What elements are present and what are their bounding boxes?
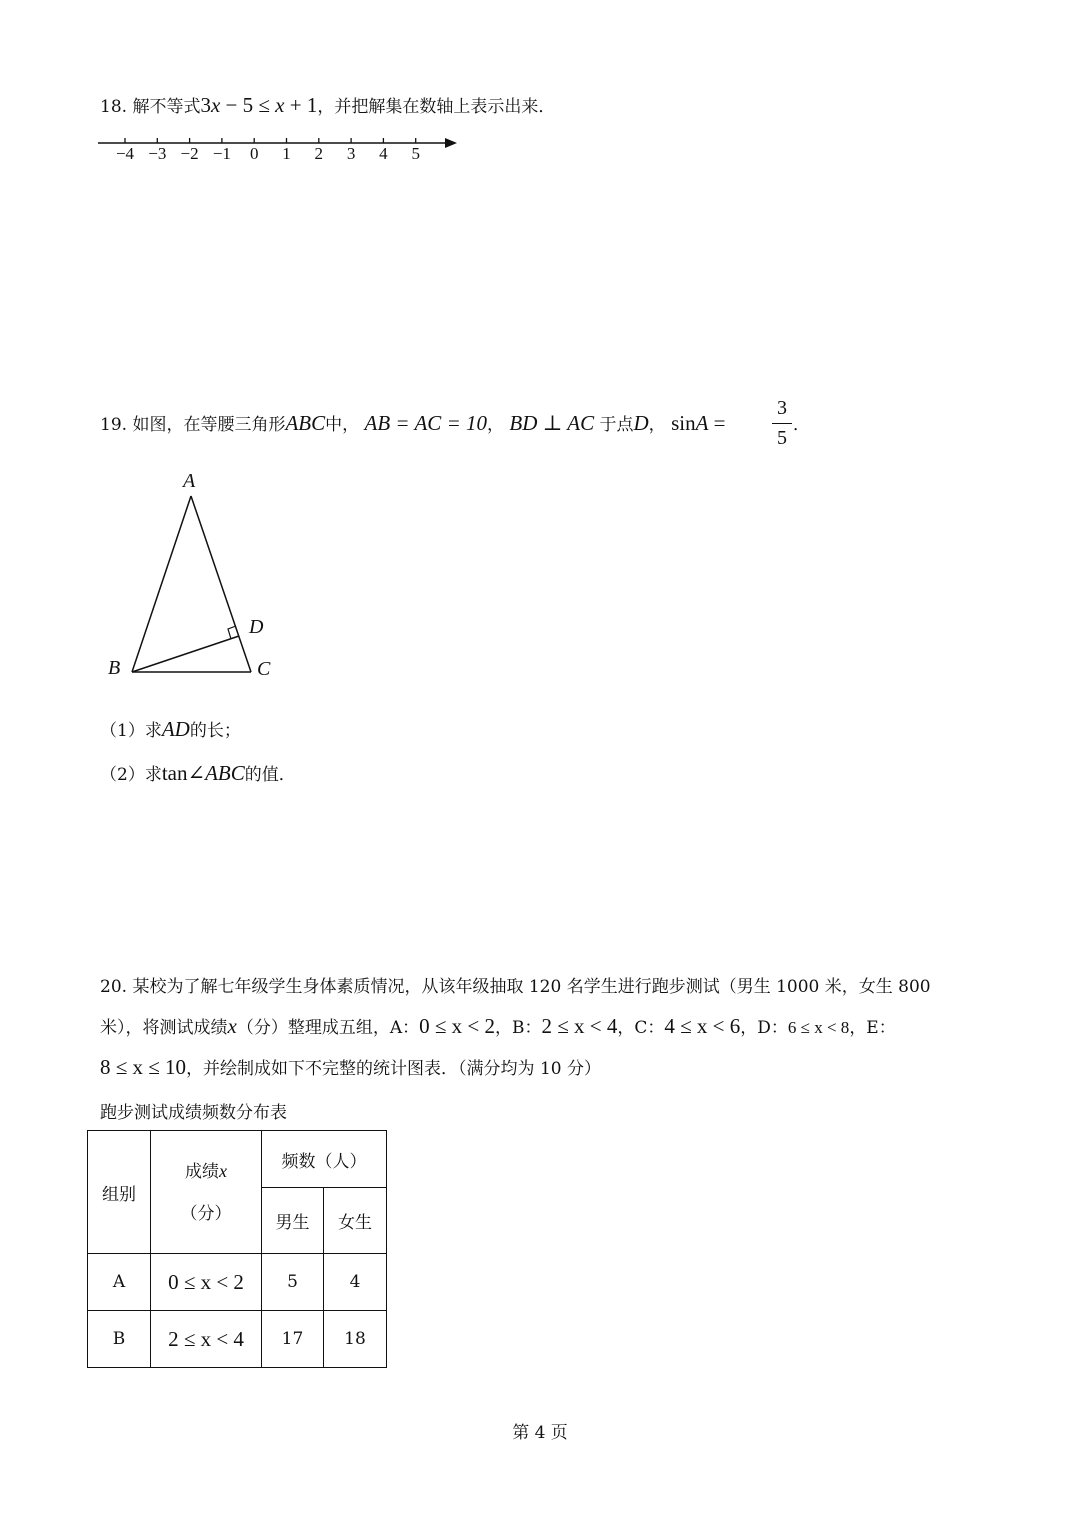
sin-numerator: 3 [777,397,787,419]
label-b: B [108,657,121,679]
table-row [88,1311,387,1368]
q19-sep2: ， [648,415,666,435]
page-number: 第 4 页 [512,1423,568,1443]
label-d: D [249,616,264,638]
number-line-tick-label: 5 [411,144,420,163]
cell-range: 2 ≤ x < 4 [151,1311,262,1368]
label-c: C [257,658,271,680]
q19-sub1: （1）求AD的长； [100,717,241,741]
cell-female: 4 [324,1254,387,1311]
table-row [88,1254,387,1311]
cell-group: B [88,1311,151,1368]
q19-point-d: D [633,411,649,435]
side-ac [191,496,251,672]
triangle-figure [100,470,300,690]
q19-mid2: 于点 [599,415,634,435]
sin-denominator: 5 [777,427,787,449]
q19-mid1: 中， [325,415,360,435]
q20-line3: 8 ≤ x ≤ 10，并绘制成如下不完整的统计图表．（满分均为 10 分） [100,1055,602,1079]
number-line-tick-label: 2 [314,144,324,163]
q18-inequality: 3x − 5 ≤ x + 1 [200,93,318,117]
header-group: 组别 [88,1131,151,1254]
q19-intro: 如图，在等腰三角形 [132,415,286,435]
q19-end: ． [793,415,810,435]
q18-intro: 解不等式 [132,97,201,117]
header-male: 男生 [262,1188,324,1254]
number-line-arrow [445,138,457,148]
number-line-tick-label: −1 [212,144,231,163]
label-a: A [183,470,196,492]
q18-number: 18. [100,97,128,117]
header-frequency: 频数（人） [262,1131,387,1188]
cell-male: 5 [262,1254,324,1311]
fraction-bar [772,423,792,424]
q19-perpendicular: BD ⊥ AC [509,411,595,435]
frequency-table [87,1130,387,1368]
cell-range: 0 ≤ x < 2 [151,1254,262,1311]
header-score: 成绩x （分） [151,1131,262,1254]
number-line-tick-label: −4 [115,144,135,163]
q19-triangle-name: ABC [285,411,326,435]
number-line-tick-label: −2 [180,144,199,163]
q19-sin: sinA = [671,411,726,435]
number-line-tick-label: −3 [148,144,167,163]
q18-statement [100,92,555,118]
cell-female: 18 [324,1311,387,1368]
q18-tail: ，并把解集在数轴上表示出来． [317,97,556,117]
cell-group: A [88,1254,151,1311]
number-line-tick-label: 3 [346,144,356,163]
number-line-tick-label: 4 [379,144,388,163]
table-caption: 跑步测试成绩频数分布表 [100,1103,287,1123]
cell-male: 17 [262,1311,324,1368]
q19-equality: AB = AC = 10 [364,411,487,435]
q19-sep1: ， [486,415,504,435]
side-ab [132,496,191,672]
q19-number: 19. [100,415,128,435]
q20-line1: 20. 某校为了解七年级学生身体素质情况，从该年级抽取 120 名学生进行跑步测试（男生 1000 米，女生 800 [100,977,931,997]
q19-sub2: （2）求tan∠ABC的值． [100,761,296,785]
number-line-tick-label: 1 [282,144,291,163]
number-line-tick-label: 0 [249,144,259,163]
q20-line2: 米），将测试成绩x（分）整理成五组，A：0 ≤ x < 2，B：2 ≤ x < 4，C：4 ≤ x < 6，D：6 ≤ x < 8，E： [100,1014,896,1038]
segment-bd [132,636,239,672]
header-female: 女生 [324,1188,387,1254]
q19-statement [100,410,726,436]
